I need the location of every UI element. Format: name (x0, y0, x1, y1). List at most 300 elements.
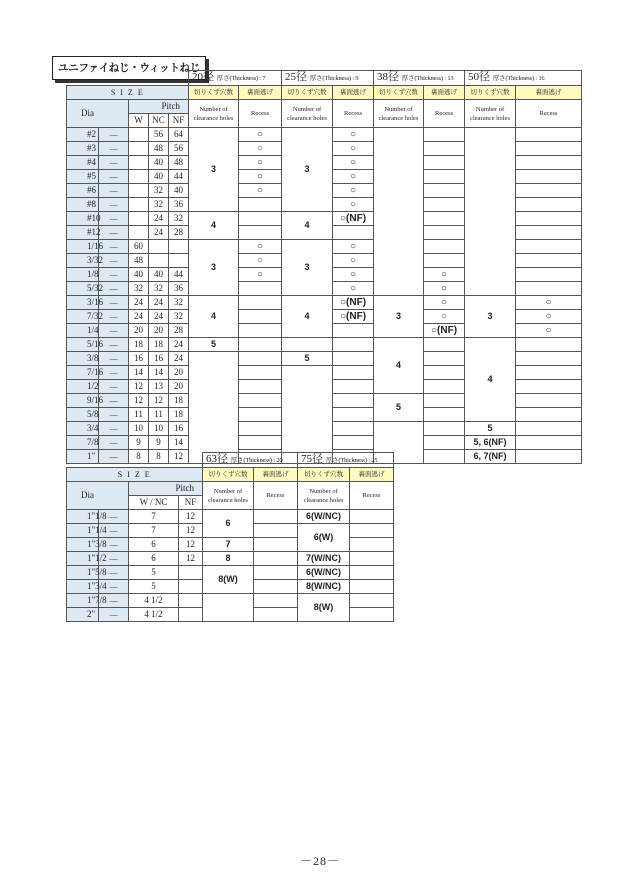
recess-cell (350, 510, 394, 524)
recess-cell (424, 226, 465, 240)
clearance-holes-label: Number of clearance holes (203, 482, 254, 510)
jp-holes-label: 切りくず穴数 (374, 86, 424, 100)
dash-cell: ― (99, 608, 129, 622)
w-pitch-cell: 18 (129, 338, 149, 352)
nf-pitch-cell: 32 (169, 310, 189, 324)
recess-cell (516, 436, 582, 450)
w-pitch-cell: 8 (129, 450, 149, 464)
dia-cell: 7/8 (67, 436, 99, 450)
size-table-small (66, 70, 582, 464)
nc-pitch-cell: 40 (149, 156, 169, 170)
clearance-holes-label: Number of clearance holes (282, 100, 333, 128)
dash-cell: ― (99, 510, 129, 524)
w-pitch-cell (129, 184, 149, 198)
w-nc-pitch-cell: 4 1/2 (129, 608, 179, 622)
recess-cell (424, 450, 465, 464)
w-pitch-cell: 20 (129, 324, 149, 338)
nf-pitch-cell: 12 (179, 524, 203, 538)
nf-pitch-cell: 20 (169, 366, 189, 380)
recess-cell (516, 128, 582, 142)
w-nc-pitch-cell: 4 1/2 (129, 594, 179, 608)
w-pitch-cell: 40 (129, 268, 149, 282)
recess-mark: ○ (424, 310, 465, 324)
clearance-holes-cell: 3 (374, 296, 424, 338)
dash-cell: ― (99, 394, 129, 408)
recess-mark: ○ (333, 240, 374, 254)
clearance-holes-cell: 8(W) (203, 566, 254, 594)
nf-pitch-cell: 12 (179, 552, 203, 566)
nf-pitch-cell: 24 (169, 338, 189, 352)
recess-cell (516, 226, 582, 240)
jp-recess-label: 裏面逃げ (254, 468, 298, 482)
dia-cell: #5 (67, 170, 99, 184)
dash-cell: ― (99, 408, 129, 422)
dia-cell: 1/8 (67, 268, 99, 282)
dash-cell: ― (99, 538, 129, 552)
clearance-holes-cell: 4 (374, 338, 424, 394)
recess-mark: ○ (239, 240, 282, 254)
dash-cell: ― (99, 128, 129, 142)
clearance-holes-cell: 3 (465, 296, 516, 338)
clearance-holes-cell: 4 (189, 212, 239, 240)
recess-label: Recess (333, 100, 374, 128)
recess-cell (516, 156, 582, 170)
recess-mark: ○ (333, 128, 374, 142)
recess-cell (424, 184, 465, 198)
recess-cell (239, 198, 282, 212)
group-header-50: 50径 厚さ(Thickness) : 16 (465, 71, 582, 86)
recess-cell (516, 268, 582, 282)
recess-cell (350, 566, 394, 580)
recess-cell (254, 524, 298, 538)
recess-cell (424, 170, 465, 184)
recess-mark: ○(NF) (424, 324, 465, 338)
dia-cell: #10 (67, 212, 99, 226)
nc-header: NC (149, 114, 169, 128)
clearance-holes-cell: 8(W) (298, 594, 350, 622)
group-header-row (67, 71, 582, 86)
recess-cell (239, 352, 282, 366)
recess-cell (333, 422, 374, 436)
recess-cell (424, 254, 465, 268)
recess-cell (424, 142, 465, 156)
recess-mark: ○ (239, 254, 282, 268)
clearance-holes-cell (282, 338, 333, 352)
recess-cell (254, 538, 298, 552)
recess-mark: ○ (424, 282, 465, 296)
recess-cell (424, 422, 465, 436)
jp-holes-label: 切りくず穴数 (282, 86, 333, 100)
recess-cell (424, 352, 465, 366)
recess-cell (239, 282, 282, 296)
dia-cell: 2" (67, 608, 99, 622)
w-pitch-cell: 24 (129, 296, 149, 310)
dia-cell: 5/32 (67, 282, 99, 296)
clearance-holes-cell: 3 (282, 240, 333, 296)
recess-cell (239, 338, 282, 352)
w-pitch-cell (129, 212, 149, 226)
recess-cell (333, 324, 374, 338)
dia-cell: 1"1/2 (67, 552, 99, 566)
recess-mark: ○ (333, 254, 374, 268)
recess-cell (516, 352, 582, 366)
clearance-holes-cell (374, 128, 424, 296)
recess-cell (424, 394, 465, 408)
recess-mark: ○ (333, 282, 374, 296)
nf-pitch-cell: 48 (169, 156, 189, 170)
dia-cell: #8 (67, 198, 99, 212)
dia-cell: #3 (67, 142, 99, 156)
jp-holes-label: 切りくず穴数 (189, 86, 239, 100)
dia-cell: 1/2 (67, 380, 99, 394)
nf-pitch-cell: 44 (169, 170, 189, 184)
recess-cell (239, 380, 282, 394)
recess-mark: ○ (239, 170, 282, 184)
clearance-holes-cell: 6(W/NC) (298, 510, 350, 524)
w-pitch-cell (129, 198, 149, 212)
nf-pitch-cell: 12 (179, 510, 203, 524)
recess-cell (516, 408, 582, 422)
clearance-holes-cell: 3 (189, 128, 239, 212)
dash-cell: ― (99, 450, 129, 464)
nf-header: NF (179, 496, 203, 510)
recess-cell (333, 338, 374, 352)
clearance-holes-cell: 4 (465, 338, 516, 422)
recess-mark: ○ (239, 156, 282, 170)
dash-cell: ― (99, 142, 129, 156)
header-row-size (67, 468, 394, 482)
dia-cell: 3/16 (67, 296, 99, 310)
dia-cell: 5/8 (67, 408, 99, 422)
recess-cell (239, 212, 282, 226)
w-nc-header: W / NC (129, 496, 179, 510)
w-pitch-cell: 60 (129, 240, 149, 254)
nc-pitch-cell: 9 (149, 436, 169, 450)
size-header: S I Z E (67, 86, 189, 100)
jp-recess-label: 裏面逃げ (350, 468, 394, 482)
dia-cell: 1"1/4 (67, 524, 99, 538)
recess-cell (239, 366, 282, 380)
clearance-holes-cell: 4 (189, 296, 239, 338)
clearance-holes-cell: 6(W) (298, 524, 350, 552)
dash-cell: ― (99, 552, 129, 566)
clearance-holes-label: Number of clearance holes (298, 482, 350, 510)
nc-pitch-cell: 11 (149, 408, 169, 422)
clearance-holes-cell (189, 352, 239, 464)
nf-pitch-cell: 24 (169, 352, 189, 366)
recess-cell (350, 524, 394, 538)
recess-mark: ○ (333, 142, 374, 156)
dia-header: Dia (67, 100, 129, 128)
recess-label: Recess (239, 100, 282, 128)
dia-cell: #12 (67, 226, 99, 240)
header-row-pitch (67, 482, 394, 496)
clearance-holes-cell: 6(W/NC) (298, 566, 350, 580)
recess-cell (350, 538, 394, 552)
table-row (67, 510, 394, 524)
recess-mark: ○ (239, 268, 282, 282)
recess-label: Recess (424, 100, 465, 128)
w-nc-pitch-cell: 5 (129, 566, 179, 580)
w-pitch-cell (129, 156, 149, 170)
recess-cell (516, 184, 582, 198)
dia-cell: 1" (67, 450, 99, 464)
jp-recess-label: 裏面逃げ (516, 86, 582, 100)
recess-cell (239, 408, 282, 422)
nf-pitch-cell: 36 (169, 282, 189, 296)
dash-cell: ― (99, 524, 129, 538)
recess-cell (239, 296, 282, 310)
nc-pitch-cell: 8 (149, 450, 169, 464)
nf-pitch-cell: 28 (169, 324, 189, 338)
recess-cell (424, 408, 465, 422)
recess-cell (333, 226, 374, 240)
header-row-size (67, 86, 582, 100)
page-number: －28－ (299, 854, 340, 868)
recess-cell (254, 510, 298, 524)
nf-pitch-cell: 32 (169, 296, 189, 310)
w-nc-pitch-cell: 5 (129, 580, 179, 594)
dash-cell: ― (99, 184, 129, 198)
dia-cell: 1/16 (67, 240, 99, 254)
nc-pitch-cell: 16 (149, 352, 169, 366)
w-pitch-cell (129, 128, 149, 142)
dash-cell: ― (99, 296, 129, 310)
jp-recess-label: 裏面逃げ (333, 86, 374, 100)
nc-pitch-cell: 24 (149, 212, 169, 226)
nc-pitch-cell (149, 254, 169, 268)
recess-cell (516, 380, 582, 394)
jp-holes-label: 切りくず穴数 (203, 468, 254, 482)
clearance-holes-cell: 5 (465, 422, 516, 436)
w-pitch-cell: 12 (129, 394, 149, 408)
w-nc-pitch-cell: 7 (129, 510, 179, 524)
dash-cell: ― (99, 282, 129, 296)
nc-pitch-cell: 13 (149, 380, 169, 394)
nc-pitch-cell: 32 (149, 282, 169, 296)
nf-pitch-cell: 40 (169, 184, 189, 198)
table-row (67, 338, 582, 352)
recess-cell (254, 580, 298, 594)
recess-mark: ○ (333, 156, 374, 170)
pitch-header: Pitch (129, 482, 203, 496)
group-header-75: 75径 厚さ(Thickness) : 25 (298, 453, 394, 468)
dia-cell: 7/16 (67, 366, 99, 380)
nf-pitch-cell: 44 (169, 268, 189, 282)
dash-cell: ― (99, 338, 129, 352)
recess-cell (333, 380, 374, 394)
nf-pitch-cell: 32 (169, 212, 189, 226)
clearance-holes-cell: 3 (189, 240, 239, 296)
table-row (67, 128, 582, 142)
dia-cell: 5/16 (67, 338, 99, 352)
recess-label: Recess (254, 482, 298, 510)
dia-cell: 1"7/8 (67, 594, 99, 608)
jp-holes-label: 切りくず穴数 (298, 468, 350, 482)
nf-pitch-cell (179, 566, 203, 580)
recess-cell (350, 552, 394, 566)
group-header-63: 63径 厚さ(Thickness) : 20 (203, 453, 298, 468)
w-pitch-cell (129, 226, 149, 240)
recess-cell (350, 580, 394, 594)
recess-mark: ○ (333, 268, 374, 282)
recess-cell (333, 436, 374, 450)
nc-pitch-cell: 24 (149, 226, 169, 240)
nf-pitch-cell: 64 (169, 128, 189, 142)
dia-cell: 1"3/4 (67, 580, 99, 594)
recess-cell (516, 170, 582, 184)
nf-pitch-cell (169, 240, 189, 254)
clearance-holes-cell: 6, 7(NF) (465, 450, 516, 464)
dia-cell: 1"1/8 (67, 510, 99, 524)
nf-pitch-cell (179, 608, 203, 622)
nc-pitch-cell: 32 (149, 184, 169, 198)
w-pitch-cell: 32 (129, 282, 149, 296)
recess-cell (516, 240, 582, 254)
clearance-holes-cell: 5, 6(NF) (465, 436, 516, 450)
dash-cell: ― (99, 254, 129, 268)
w-pitch-cell: 11 (129, 408, 149, 422)
clearance-holes-cell: 7 (203, 538, 254, 552)
recess-cell (239, 324, 282, 338)
dash-cell: ― (99, 324, 129, 338)
recess-mark: ○ (333, 184, 374, 198)
dash-cell: ― (99, 436, 129, 450)
nc-pitch-cell: 40 (149, 170, 169, 184)
w-header: W (129, 114, 149, 128)
jp-recess-label: 裏面逃げ (239, 86, 282, 100)
recess-cell (424, 128, 465, 142)
dash-cell: ― (99, 226, 129, 240)
dash-cell: ― (99, 422, 129, 436)
clearance-holes-cell (203, 594, 254, 622)
table-row (67, 552, 394, 566)
recess-mark: ○(NF) (333, 310, 374, 324)
nf-pitch-cell: 12 (169, 450, 189, 464)
clearance-holes-cell: 5 (189, 338, 239, 352)
recess-label: Recess (516, 100, 582, 128)
dia-cell: 1"5/8 (67, 566, 99, 580)
clearance-holes-cell: 7(W/NC) (298, 552, 350, 566)
recess-cell (239, 422, 282, 436)
clearance-holes-cell: 8 (203, 552, 254, 566)
recess-cell (333, 352, 374, 366)
w-pitch-cell: 9 (129, 436, 149, 450)
recess-mark: ○ (333, 198, 374, 212)
dash-cell: ― (99, 352, 129, 366)
nf-pitch-cell: 16 (169, 422, 189, 436)
nc-pitch-cell: 40 (149, 268, 169, 282)
table-row (67, 296, 582, 310)
dia-header: Dia (67, 482, 129, 510)
recess-cell (333, 366, 374, 380)
recess-cell (424, 212, 465, 226)
jp-recess-label: 裏面逃げ (424, 86, 465, 100)
dia-cell: 1"3/8 (67, 538, 99, 552)
dia-cell: 3/4 (67, 422, 99, 436)
w-pitch-cell: 16 (129, 352, 149, 366)
recess-cell (254, 552, 298, 566)
nc-pitch-cell: 12 (149, 394, 169, 408)
recess-cell (239, 310, 282, 324)
page-title: ユニファイねじ・ウィットねじ (52, 56, 206, 80)
dash-cell: ― (99, 580, 129, 594)
recess-cell (516, 282, 582, 296)
size-header: S I Z E (67, 468, 203, 482)
recess-mark: ○ (239, 128, 282, 142)
dia-cell: 9/16 (67, 394, 99, 408)
w-pitch-cell: 24 (129, 310, 149, 324)
nf-pitch-cell: 14 (169, 436, 189, 450)
dash-cell: ― (99, 240, 129, 254)
group-header-20: 20径 厚さ(Thickness) : 7 (189, 71, 282, 86)
nf-pitch-cell: 18 (169, 394, 189, 408)
nf-pitch-cell (169, 254, 189, 268)
clearance-holes-cell: 5 (282, 352, 333, 366)
nf-pitch-cell: 12 (179, 538, 203, 552)
w-pitch-cell: 10 (129, 422, 149, 436)
dash-cell: ― (99, 566, 129, 580)
recess-mark: ○ (516, 324, 582, 338)
dia-cell: 1/4 (67, 324, 99, 338)
nc-pitch-cell: 18 (149, 338, 169, 352)
recess-cell (239, 436, 282, 450)
header-row-pitch (67, 100, 582, 114)
dia-cell: #2 (67, 128, 99, 142)
recess-cell (516, 254, 582, 268)
w-pitch-cell: 12 (129, 380, 149, 394)
nc-pitch-cell: 24 (149, 310, 169, 324)
recess-mark: ○ (239, 142, 282, 156)
nc-pitch-cell: 24 (149, 296, 169, 310)
jp-holes-label: 切りくず穴数 (465, 86, 516, 100)
recess-cell (350, 594, 394, 608)
dash-cell: ― (99, 156, 129, 170)
recess-cell (516, 198, 582, 212)
recess-cell (516, 366, 582, 380)
size-table-large (66, 452, 394, 622)
clearance-holes-cell (465, 128, 516, 296)
dash-cell: ― (99, 212, 129, 226)
w-pitch-cell (129, 142, 149, 156)
recess-cell (424, 338, 465, 352)
clearance-holes-cell: 6 (203, 510, 254, 538)
nc-pitch-cell: 20 (149, 324, 169, 338)
clearance-holes-cell: 4 (282, 212, 333, 240)
recess-cell (424, 156, 465, 170)
dash-cell: ― (99, 170, 129, 184)
recess-mark: ○ (424, 268, 465, 282)
recess-cell (516, 142, 582, 156)
nc-pitch-cell: 48 (149, 142, 169, 156)
recess-cell (254, 566, 298, 580)
nf-pitch-cell (179, 594, 203, 608)
nf-header: NF (169, 114, 189, 128)
w-pitch-cell: 14 (129, 366, 149, 380)
nf-pitch-cell (179, 580, 203, 594)
recess-cell (516, 338, 582, 352)
dash-cell: ― (99, 268, 129, 282)
clearance-holes-cell: 8(W/NC) (298, 580, 350, 594)
w-pitch-cell: 48 (129, 254, 149, 268)
recess-mark: ○ (239, 184, 282, 198)
recess-cell (239, 226, 282, 240)
dash-cell: ― (99, 310, 129, 324)
dia-cell: 3/32 (67, 254, 99, 268)
recess-cell (516, 422, 582, 436)
nc-pitch-cell: 10 (149, 422, 169, 436)
nf-pitch-cell: 36 (169, 198, 189, 212)
